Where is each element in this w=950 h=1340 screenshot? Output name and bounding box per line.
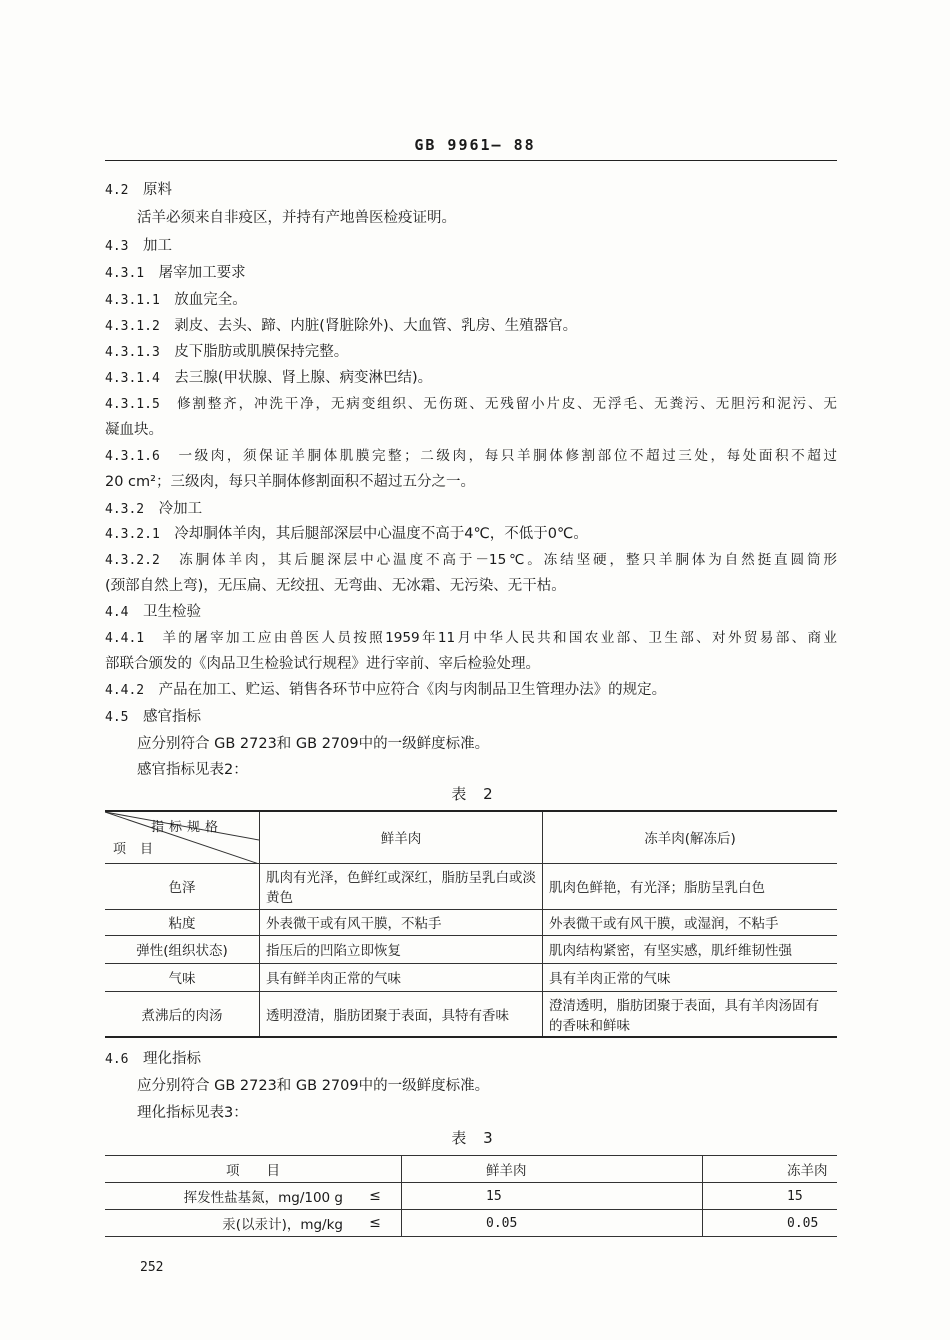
section-title: 屠宰加工要求 [158, 265, 246, 281]
table-row [105, 1183, 837, 1210]
row-fresh: 具有鲜羊肉正常的气味 [260, 963, 543, 991]
clause-4-3-1-5 [105, 392, 837, 412]
clause-text: 剥皮、去头、蹄、内脏(肾脏除外)、大血管、乳房、生殖器官。 [174, 318, 578, 334]
standard-header: GB 9961— 88 [414, 136, 536, 154]
section-4-3-1-heading [105, 261, 246, 282]
clause-4-3-1-3 [105, 340, 348, 361]
clause-number: 4.3.1.6 [105, 449, 160, 464]
row-item: 气味 [105, 963, 260, 991]
section-4-5-body: 应分别符合 GB 2723和 GB 2709中的一级鲜度标准。 [137, 736, 490, 752]
clause-4-3-1-5-cont: 凝血块。 [105, 422, 163, 438]
row-item: 煮沸后的肉汤 [105, 991, 260, 1037]
clause-4-4-2 [105, 678, 666, 699]
row-operator: ≤ [349, 1210, 402, 1237]
section-title: 理化指标 [142, 1051, 201, 1067]
section-4-3-2-heading [105, 497, 202, 518]
row-fresh: 0.05 [402, 1210, 703, 1237]
row-item: 挥发性盐基氮，mg/100 g [105, 1183, 349, 1210]
clause-text: 去三腺(甲状腺、肾上腺、病变淋巴结)。 [174, 370, 433, 386]
row-frozen: 肌肉色鲜艳，有光泽；脂肪呈乳白色 [543, 863, 838, 909]
col-item-header: 项 目 [105, 1156, 402, 1183]
clause-4-3-2-2 [105, 548, 837, 568]
clause-number: 4.3.1.4 [105, 371, 160, 386]
table-row [105, 1210, 837, 1237]
clause-4-3-2-2-cont: (颈部自然上弯)，无压扁、无绞扭、无弯曲、无冰霜、无污染、无干枯。 [105, 578, 566, 594]
section-title: 冷加工 [158, 501, 203, 517]
section-4-3-heading [105, 234, 172, 255]
table-2 [105, 810, 837, 1038]
clause-number: 4.3.2.2 [105, 553, 160, 568]
table-row [105, 909, 837, 935]
section-4-5-heading [105, 705, 201, 726]
section-4-6-heading [105, 1047, 201, 1068]
clause-number: 4.3.2.1 [105, 527, 160, 542]
row-fresh: 透明澄清，脂肪团聚于表面，具特有香味 [260, 991, 543, 1037]
table-3-header-row [105, 1156, 837, 1183]
col-frozen-header: 冻羊肉(解冻后) [543, 811, 838, 863]
row-frozen: 外表微干或有风干膜，或湿润，不粘手 [543, 909, 838, 935]
clause-text: 皮下脂肪或肌膜保持完整。 [174, 344, 349, 360]
clause-text: 修割整齐，冲洗干净，无病变组织、无伤斑、无残留小片皮、无浮毛、无粪污、无胆污和泥污、无 [177, 396, 838, 412]
section-number: 4.4 [105, 605, 129, 620]
table-row [105, 863, 837, 909]
table-3-caption: 表 3 [451, 1129, 499, 1147]
table-2-header-row [105, 811, 837, 863]
col-fresh-header: 鲜羊肉 [260, 811, 543, 863]
clause-number: 4.4.1 [105, 631, 145, 646]
row-item: 色泽 [105, 863, 260, 909]
table-2-caption: 表 2 [451, 785, 499, 803]
section-4-6-ref: 理化指标见表3： [137, 1105, 248, 1121]
section-number: 4.3.2 [105, 502, 145, 517]
diag-bottom-label: 项目 [113, 841, 168, 857]
section-number: 4.3 [105, 239, 129, 254]
section-title: 感官指标 [142, 709, 201, 725]
table-row [105, 963, 837, 991]
clause-4-3-1-4 [105, 366, 432, 387]
section-4-4-heading [105, 600, 201, 621]
clause-4-3-1-6 [105, 444, 837, 464]
col-frozen-header: 冻羊肉 [703, 1156, 838, 1183]
row-frozen: 0.05 [703, 1210, 838, 1237]
header-rule [105, 160, 837, 161]
row-fresh: 肌肉有光泽，色鲜红或深红，脂肪呈乳白或淡黄色 [260, 863, 543, 909]
section-title: 原料 [142, 182, 172, 198]
section-title: 卫生检验 [142, 604, 201, 620]
section-4-2-heading [105, 178, 172, 199]
clause-text: 冷却胴体羊肉，其后腿部深层中心温度不高于4℃，不低于0℃。 [174, 526, 588, 542]
clause-4-3-2-1 [105, 522, 588, 543]
row-item: 弹性(组织状态) [105, 935, 260, 963]
clause-text: 产品在加工、贮运、销售各环节中应符合《肉与肉制品卫生管理办法》的规定。 [158, 682, 667, 698]
col-fresh-header: 鲜羊肉 [402, 1156, 703, 1183]
table-3 [105, 1155, 837, 1237]
row-fresh: 外表微干或有风干膜，不粘手 [260, 909, 543, 935]
row-item: 汞(以汞计)，mg/kg [105, 1210, 349, 1237]
table-row [105, 935, 837, 963]
clause-4-3-1-2 [105, 314, 577, 335]
section-title: 加工 [142, 238, 172, 254]
row-frozen: 具有羊肉正常的气味 [543, 963, 838, 991]
table-row [105, 991, 837, 1037]
clause-text: 羊的屠宰加工应由兽医人员按照1959年11月中华人民共和国农业部、卫生部、对外贸易部、商业 [162, 630, 838, 646]
diag-top-label: 指标规格 [151, 820, 224, 835]
row-frozen: 肌肉结构紧密，有坚实感，肌纤维韧性强 [543, 935, 838, 963]
section-4-2-body: 活羊必须来自非疫区，并持有产地兽医检疫证明。 [137, 210, 456, 226]
row-item: 粘度 [105, 909, 260, 935]
clause-text: 放血完全。 [174, 292, 247, 308]
section-number: 4.6 [105, 1052, 129, 1067]
section-4-5-ref: 感官指标见表2： [137, 762, 248, 778]
section-number: 4.3.1 [105, 266, 145, 281]
row-operator: ≤ [349, 1183, 402, 1210]
row-frozen: 澄清透明，脂肪团聚于表面，具有羊肉汤固有的香味和鲜味 [543, 991, 838, 1037]
row-fresh: 指压后的凹陷立即恢复 [260, 935, 543, 963]
section-4-6-body: 应分别符合 GB 2723和 GB 2709中的一级鲜度标准。 [137, 1078, 490, 1094]
diagonal-header-cell [105, 811, 260, 863]
clause-4-3-1-1 [105, 288, 247, 309]
clause-number: 4.3.1.2 [105, 319, 160, 334]
clause-text: 一级肉，须保证羊胴体肌膜完整；二级肉，每只羊胴体修割部位不超过三处，每处面积不超过 [178, 448, 837, 464]
clause-4-4-1-cont: 部联合颁发的《肉品卫生检验试行规程》进行宰前、宰后检验处理。 [105, 656, 540, 672]
page-number: 252 [140, 1260, 164, 1275]
clause-number: 4.3.1.1 [105, 293, 160, 308]
row-frozen: 15 [703, 1183, 838, 1210]
clause-4-3-1-6-cont: 20 cm²；三级肉，每只羊胴体修割面积不超过五分之一。 [105, 474, 475, 490]
section-number: 4.2 [105, 183, 129, 198]
section-number: 4.5 [105, 710, 129, 725]
clause-number: 4.3.1.5 [105, 397, 160, 412]
clause-text: 冻胴体羊肉，其后腿深层中心温度不高于－15℃。冻结坚硬，整只羊胴体为自然挺直圆筒形 [179, 552, 838, 568]
clause-4-4-1 [105, 626, 837, 646]
row-fresh: 15 [402, 1183, 703, 1210]
clause-number: 4.4.2 [105, 683, 145, 698]
clause-number: 4.3.1.3 [105, 345, 160, 360]
